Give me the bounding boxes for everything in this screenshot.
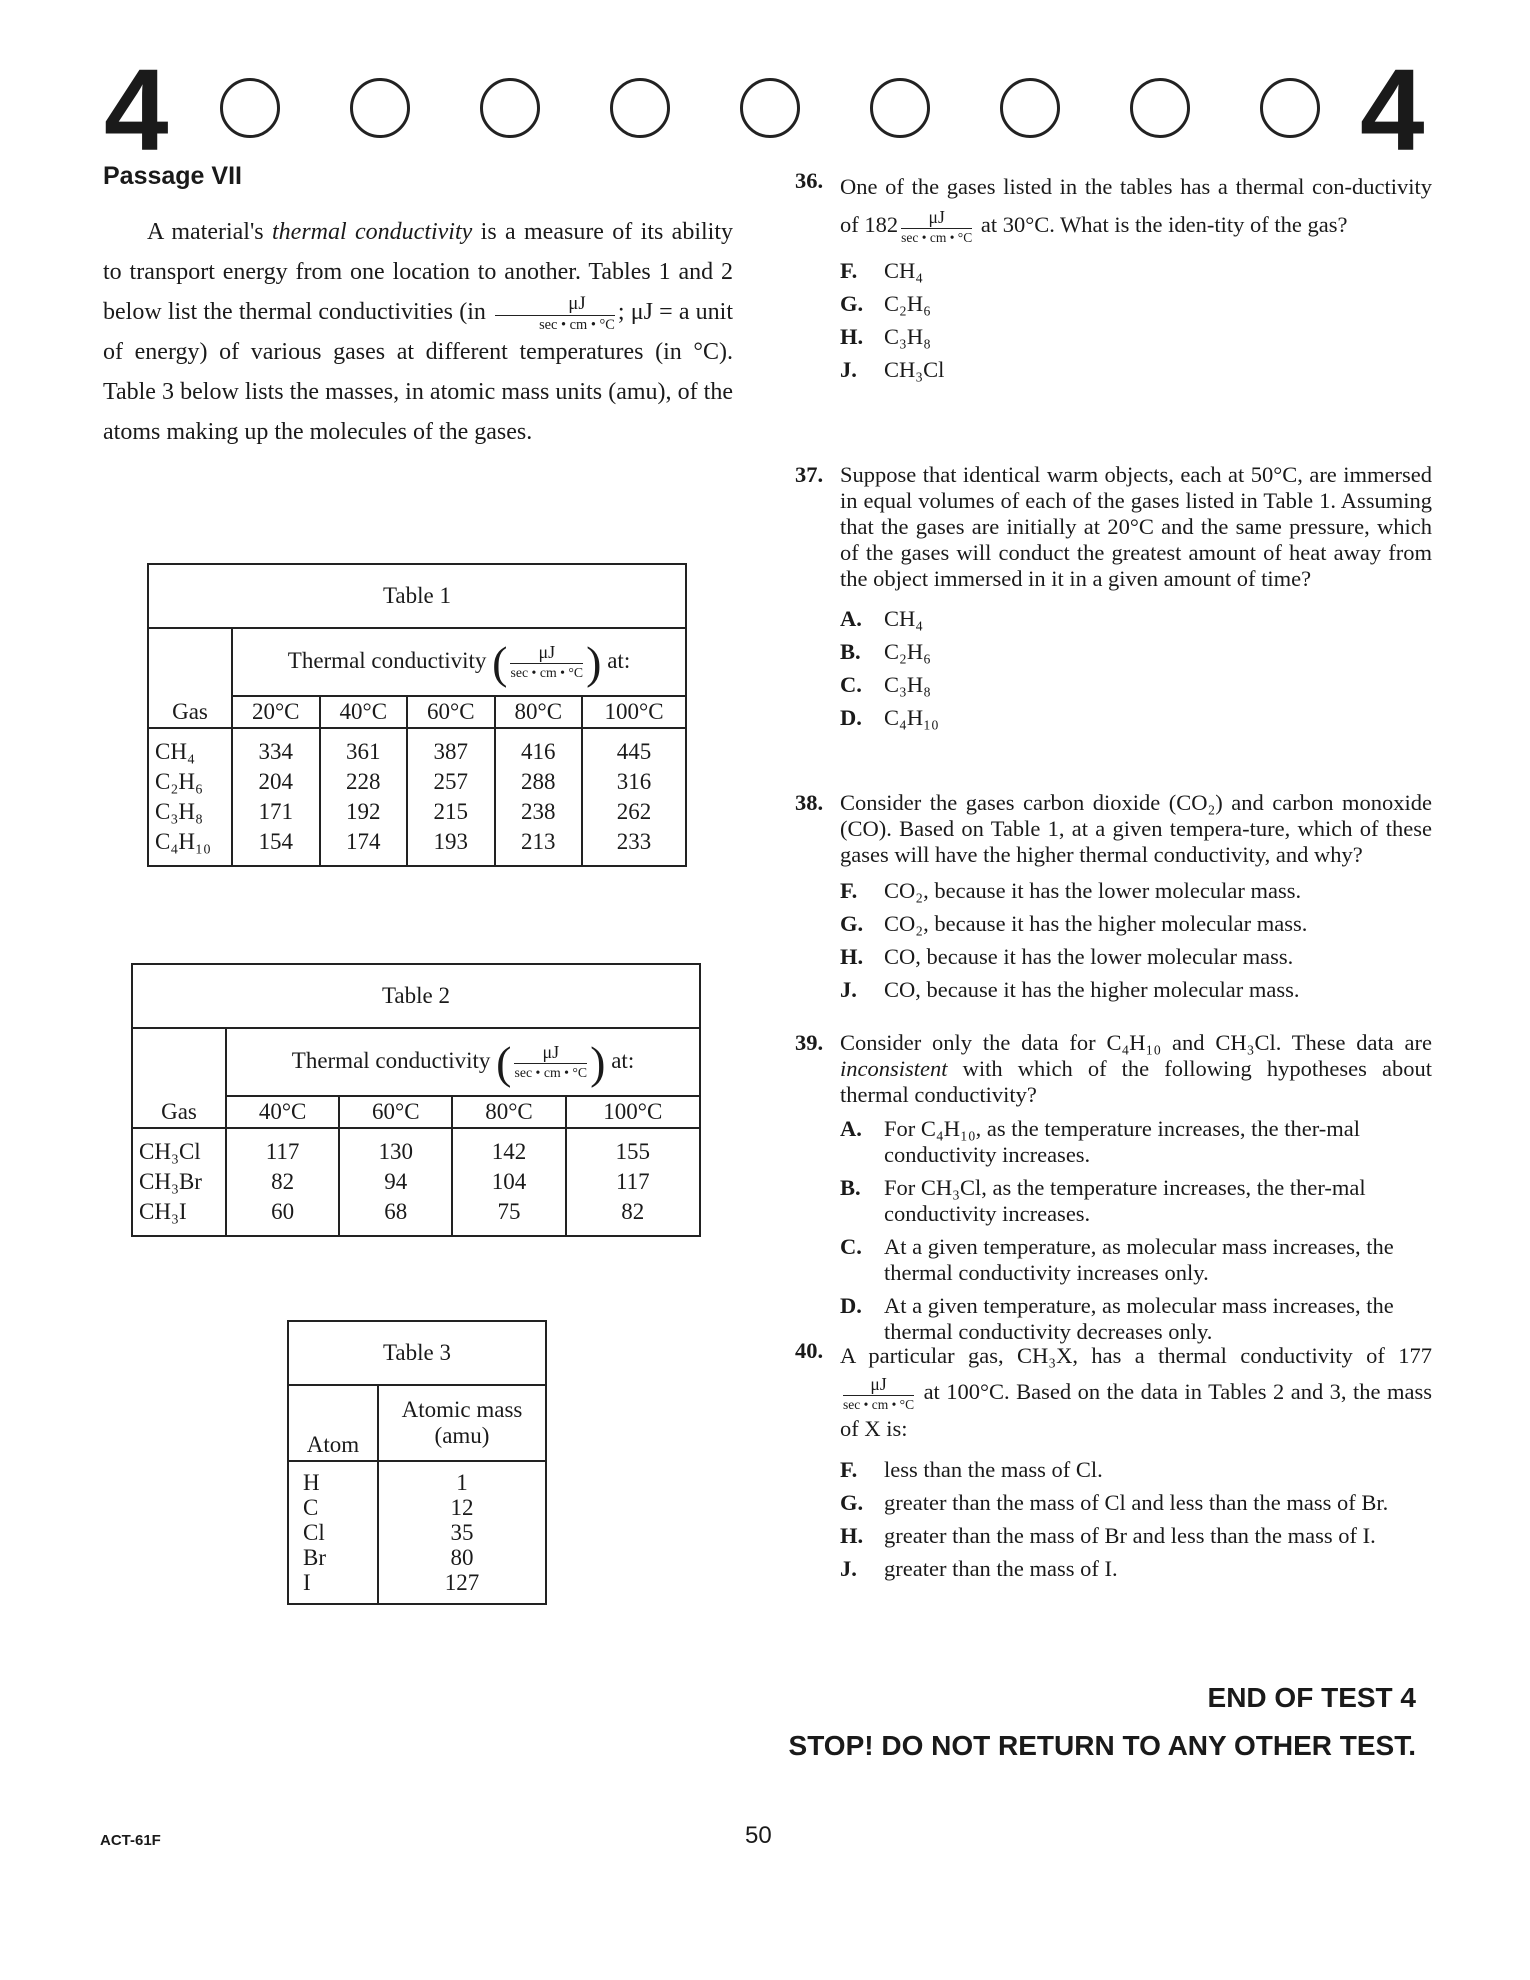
table-cell-value: 142 [491, 1139, 527, 1164]
section-number-left: 4 [104, 45, 169, 175]
option-text: C₄H₁₀ [884, 705, 939, 730]
table-cell-value: 192 [346, 799, 381, 824]
table-cell-value: 257 [433, 769, 469, 794]
option-text: greater than the mass of Br and less than the mass of I. [884, 1523, 1376, 1549]
option-text: CH₃Cl [884, 357, 945, 383]
value-column [320, 728, 408, 866]
option-letter: J. [840, 977, 857, 1002]
option-text: C₂H₆ [884, 291, 931, 317]
table-cell-value: Br [303, 1545, 326, 1570]
gas-header: Gas [132, 1028, 226, 1128]
option-text: At a given temperature, as molecular mass increases, the thermal conductivity decreases only. [884, 1293, 1394, 1344]
unit-fraction: $\frac{\mu J}{\sec • cm • ^\circ C}$ [495, 295, 615, 332]
table-2 [131, 963, 701, 1237]
value-column [582, 728, 686, 866]
option-text: greater than the mass of I. [884, 1556, 1118, 1582]
option-letter: A. [840, 1116, 862, 1141]
option-letter: H. [840, 1523, 864, 1549]
answer-option [840, 1457, 1432, 1483]
temperature-header: 100°C [566, 1096, 700, 1128]
table-cell-value: CH₄ [155, 739, 195, 764]
section-number-right: 4 [1360, 45, 1425, 175]
question-text: A particular gas, CH₃X, has a thermal conductivity of 177 $\frac{\mu J}{\sec • cm • ^\circ C}$ at 100°C. Based on the data in Tables 2 and 3, the mass of X is: [840, 1343, 1432, 1442]
option-letter: F. [840, 1457, 858, 1483]
form-code: ACT-61F [100, 1832, 161, 1849]
bubble-icon [610, 78, 670, 138]
table-cell-value: 154 [258, 829, 293, 854]
table-cell-value: CH₃Cl [139, 1139, 201, 1164]
option-text: CO, because it has the lower molecular mass. [884, 944, 1294, 969]
table-cell-value: 445 [616, 739, 652, 764]
passage-title: Passage VII [103, 162, 242, 190]
answer-options [840, 1116, 1432, 1345]
answer-option [840, 1234, 1432, 1286]
answer-option [840, 606, 1432, 632]
table-cell-value: 334 [258, 739, 293, 764]
table-cell-value: 75 [497, 1199, 521, 1224]
answer-option [840, 1175, 1432, 1227]
temperature-header: 80°C [452, 1096, 565, 1128]
table-cell-value: 213 [521, 829, 556, 854]
table-1 [147, 563, 687, 867]
value-column [452, 1128, 565, 1236]
end-of-test: END OF TEST 4 [1207, 1682, 1416, 1713]
table-cell-value: C₄H₁₀ [155, 829, 212, 854]
value-column [339, 1128, 452, 1236]
atom-header: Atom [288, 1385, 378, 1461]
bubble-icon [220, 78, 280, 138]
table-cell-value: C₃H₈ [155, 799, 203, 824]
table-cell-value: 171 [258, 799, 293, 824]
table-cell-value: 238 [521, 799, 556, 824]
passage-body [103, 212, 733, 452]
answer-option [840, 878, 1432, 904]
table-cell-value: 288 [521, 769, 556, 794]
question-37 [795, 462, 1432, 738]
table-title: Table 1 [148, 564, 686, 628]
answer-option [840, 324, 1432, 350]
answer-option [840, 1556, 1432, 1582]
answer-option [840, 944, 1432, 970]
option-letter: J. [840, 357, 857, 383]
gas-column [148, 728, 232, 866]
passage-paragraph [103, 212, 733, 452]
table-cell-value: 68 [384, 1199, 408, 1224]
answer-option [840, 639, 1432, 665]
value-column [495, 728, 583, 866]
table-cell-value: 193 [433, 829, 469, 854]
answer-option [840, 977, 1432, 1003]
temperature-header: 40°C [320, 696, 408, 728]
table-cell-value: 316 [616, 769, 652, 794]
temperature-header: 60°C [339, 1096, 452, 1128]
table-cell-value: 12 [450, 1495, 474, 1520]
table-cell-value: 117 [615, 1169, 650, 1194]
table-cell-value: 94 [384, 1169, 408, 1194]
option-letter: G. [840, 291, 864, 317]
option-text: C₃H₈ [884, 324, 931, 350]
question-39 [795, 1030, 1432, 1352]
bubble-icon [1000, 78, 1060, 138]
answer-option [840, 291, 1432, 317]
bubble-icon [1260, 78, 1320, 138]
table-cell-value: 130 [378, 1139, 414, 1164]
table-cell-value: 127 [444, 1570, 480, 1595]
option-text: For C₄H₁₀, as the temperature increases, the ther-mal conductivity increases. [884, 1116, 1361, 1167]
question-number: 39. [795, 1030, 824, 1055]
option-letter: J. [840, 1556, 857, 1582]
mass-column [378, 1461, 546, 1604]
question-38 [795, 790, 1432, 1010]
gas-column [132, 1128, 226, 1236]
option-letter: H. [840, 944, 864, 969]
option-text: CH₄ [884, 258, 924, 284]
value-column [407, 728, 495, 866]
option-text: C₃H₈ [884, 672, 931, 697]
answer-option [840, 258, 1432, 284]
question-36 [795, 168, 1432, 390]
answer-options [840, 878, 1432, 1003]
bubble-icon [1130, 78, 1190, 138]
question-text: Consider the gases carbon dioxide (CO₂) and carbon monoxide (CO). Based on Table 1, at a given tempera-ture, which of these gases will have the higher thermal conductivity, and why? [840, 790, 1432, 867]
question-number: 40. [795, 1338, 824, 1363]
table-cell-value: 262 [616, 799, 652, 824]
bubble-icon [350, 78, 410, 138]
option-letter: F. [840, 878, 858, 903]
option-text: less than the mass of Cl. [884, 1457, 1103, 1483]
table-cell-value: 174 [346, 829, 381, 854]
question-40 [795, 1338, 1432, 1589]
question-number: 38. [795, 790, 824, 815]
answer-option [840, 672, 1432, 698]
table-cell-value: H [303, 1470, 320, 1495]
option-letter: B. [840, 639, 861, 664]
table-cell-value: 228 [346, 769, 381, 794]
table-cell-value: Cl [303, 1520, 325, 1545]
table-cell-value: C [303, 1495, 319, 1520]
option-letter: D. [840, 705, 862, 730]
option-letter: D. [840, 1293, 862, 1318]
question-text: Suppose that identical warm objects, each at 50°C, are immersed in equal volumes of each of the gases listed in Table 1. Assuming that the gases are initially at 20°C and the same pressure, which of the gases will conduct the greatest amount of heat away from the object immersed in it in a given amount of time? [840, 462, 1432, 591]
question-text: One of the gases listed in the tables has a thermal con-ductivity of 182 $\frac{\mu J}{\sec • cm • ^\circ C}$ at 30°C. What is the iden-tity of the gas? [840, 174, 1432, 245]
table-cell-value: 361 [346, 739, 381, 764]
answer-option [840, 357, 1432, 383]
question-number: 37. [795, 462, 824, 487]
table-title: Table 2 [132, 964, 700, 1028]
option-text: CO₂, because it has the lower molecular mass. [884, 878, 1302, 903]
table-cell-value: 416 [521, 739, 556, 764]
option-letter: C. [840, 672, 862, 697]
value-column [566, 1128, 700, 1236]
table-cell-value: 233 [616, 829, 652, 854]
option-letter: G. [840, 911, 864, 936]
temperature-header: 100°C [582, 696, 686, 728]
table-cell-value: 82 [271, 1169, 295, 1194]
table-cell-value: 117 [265, 1139, 300, 1164]
answer-option [840, 705, 1432, 731]
option-letter: C. [840, 1234, 862, 1259]
atom-column [288, 1461, 378, 1604]
option-letter: B. [840, 1175, 861, 1200]
option-letter: H. [840, 324, 864, 350]
table-cell-value: 215 [433, 799, 469, 824]
answer-options [840, 1457, 1432, 1582]
table-title: Table 3 [288, 1321, 546, 1385]
table-cell-value: CH₃Br [139, 1169, 202, 1194]
conductivity-header: Thermal conductivity ( $\frac{\mu J}{\sec • cm • ^\circ C}$ ) at: [226, 1028, 700, 1096]
value-column [226, 1128, 339, 1236]
table-row [288, 1461, 546, 1604]
table-cell-value: C₂H₆ [155, 769, 203, 794]
passage-text: ; μJ = a unit of energy) of various gases at different temperatures (in °C). Table 3 below lists the masses, in atomic mass units (amu), of the atoms making up the molecules of the gases. [103, 299, 733, 446]
question-text: Consider only the data for C₄H₁₀ and CH₃Cl. These data are inconsistent with which of the following hypotheses about thermal conductivity? [840, 1030, 1432, 1107]
option-text: CO, because it has the higher molecular mass. [884, 977, 1300, 1002]
table-row [132, 1128, 700, 1236]
answer-option [840, 911, 1432, 937]
table-cell-value: 204 [258, 769, 293, 794]
gas-header: Gas [148, 628, 232, 728]
bubble-icon [740, 78, 800, 138]
temperature-header: 80°C [495, 696, 583, 728]
stop-notice: STOP! DO NOT RETURN TO ANY OTHER TEST. [788, 1730, 1416, 1761]
answer-option [840, 1523, 1432, 1549]
passage-text: A material's [147, 219, 272, 245]
bubble-icon [480, 78, 540, 138]
temperature-header: 20°C [232, 696, 320, 728]
value-column [232, 728, 320, 866]
answer-options [840, 606, 1432, 731]
question-number: 36. [795, 168, 824, 193]
option-text: CH₄ [884, 606, 924, 631]
passage-term: thermal conductivity [272, 219, 473, 245]
table-row [148, 728, 686, 866]
table-cell-value: 60 [271, 1199, 295, 1224]
answer-option [840, 1490, 1432, 1516]
option-text: At a given temperature, as molecular mass increases, the thermal conductivity increases only. [884, 1234, 1394, 1285]
conductivity-header: Thermal conductivity ( $\frac{\mu J}{\sec • cm • ^\circ C}$ ) at: [232, 628, 686, 696]
answer-options [840, 258, 1432, 383]
table-cell-value: 80 [450, 1545, 474, 1570]
passage-text: is a measure of its ability to transport energy from one location to another. Tables 1 and 2 below list the thermal conductivities (in [103, 219, 733, 325]
temperature-header: 40°C [226, 1096, 339, 1128]
table-cell-value: 387 [433, 739, 469, 764]
table-cell-value: I [303, 1570, 311, 1595]
option-text: greater than the mass of Cl and less than the mass of Br. [884, 1490, 1389, 1516]
mass-header: Atomic mass (amu) [378, 1385, 546, 1461]
option-letter: F. [840, 258, 858, 284]
option-text: For CH₃Cl, as the temperature increases, the ther-mal conductivity increases. [884, 1175, 1366, 1226]
table-cell-value: 1 [456, 1470, 468, 1495]
option-text: CO₂, because it has the higher molecular mass. [884, 911, 1308, 936]
table-3 [287, 1320, 547, 1605]
option-letter: G. [840, 1490, 864, 1516]
temperature-header: 60°C [407, 696, 495, 728]
page-number: 50 [745, 1822, 772, 1849]
option-letter: A. [840, 606, 862, 631]
answer-option [840, 1116, 1432, 1168]
option-text: C₂H₆ [884, 639, 931, 664]
bubble-icon [870, 78, 930, 138]
table-cell-value: 155 [615, 1139, 651, 1164]
table-cell-value: 104 [491, 1169, 527, 1194]
table-cell-value: 82 [621, 1199, 645, 1224]
table-cell-value: CH₃I [139, 1199, 187, 1224]
table-cell-value: 35 [450, 1520, 474, 1545]
